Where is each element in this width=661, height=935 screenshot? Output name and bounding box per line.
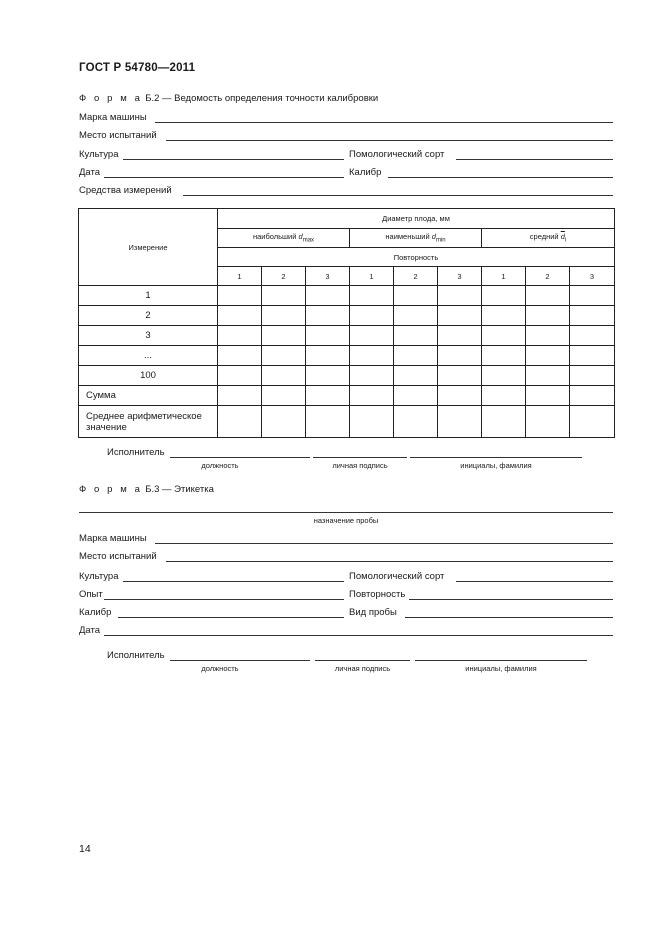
label-machine-brand: Марка машины [79,112,147,123]
table-cell[interactable] [262,306,306,326]
table-cell[interactable] [438,346,482,366]
label-machine-brand: Марка машины [79,533,147,544]
table-cell[interactable] [482,326,526,346]
table-cell[interactable] [350,406,394,438]
field-signature[interactable] [313,457,407,458]
table-cell[interactable] [570,286,615,306]
form-word: Ф о р м а [79,93,143,104]
table-cell[interactable] [218,406,262,438]
label-measuring-tools: Средства измерений [79,185,172,196]
table-cell[interactable] [482,306,526,326]
table-cell[interactable] [218,286,262,306]
table-row [79,366,615,386]
table-cell[interactable] [394,366,438,386]
field-date[interactable] [104,177,344,178]
field-pomological-variety[interactable] [456,581,613,582]
table-cell[interactable] [218,366,262,386]
row-label: Среднее арифметическое значение [79,406,218,438]
field-position[interactable] [170,457,310,458]
repeat-number: 3 [306,267,350,286]
table-cell[interactable] [394,326,438,346]
row-label: 1 [79,286,218,306]
table-cell[interactable] [482,386,526,406]
form-b2-title-text: Б.2 — Ведомость определения точности калибровки [145,93,379,104]
table-cell[interactable] [438,406,482,438]
table-cell[interactable] [350,326,394,346]
field-test-site[interactable] [166,561,613,562]
table-cell[interactable] [350,286,394,306]
table-cell[interactable] [438,366,482,386]
table-row [79,406,615,438]
label-test-site: Место испытаний [79,130,157,141]
table-row [79,326,615,346]
table-cell[interactable] [482,406,526,438]
label-sample-type: Вид пробы [349,607,397,618]
table-cell[interactable] [218,306,262,326]
form-b2-title [79,93,378,104]
label-date: Дата [79,625,101,636]
field-crop[interactable] [123,581,344,582]
table-cell[interactable] [570,346,615,366]
caption-sample-purpose: назначение пробы [313,516,379,525]
table-cell[interactable] [394,306,438,326]
field-signature[interactable] [315,660,410,661]
executor-label: Исполнитель [107,650,165,661]
table-cell[interactable] [218,326,262,346]
table-cell[interactable] [482,346,526,366]
table-cell[interactable] [350,306,394,326]
label-crop: Культура [79,571,119,582]
repeat-header: Повторность [218,248,615,267]
table-row [79,346,615,366]
field-caliber[interactable] [118,617,344,618]
table-cell[interactable] [526,406,570,438]
row-label: 3 [79,326,218,346]
table-cell[interactable] [394,386,438,406]
table-cell[interactable] [306,326,350,346]
label-pomological-variety: Помологический сорт [349,149,445,160]
table-cell[interactable] [570,386,615,406]
repeat-number: 1 [482,267,526,286]
table-cell[interactable] [306,366,350,386]
table-cell[interactable] [350,386,394,406]
table-cell[interactable] [262,406,306,438]
form-b3-title-text: Б.3 — Этикетка [145,484,214,495]
repeat-number: 3 [570,267,615,286]
repeat-number: 1 [350,267,394,286]
repeat-number: 3 [438,267,482,286]
table-cell[interactable] [394,346,438,366]
min-diameter-header: наименьший $d_{min}$ [350,229,482,248]
avg-diameter-header: средний $\overline{d}_i$ [482,229,615,248]
table-cell[interactable] [570,366,615,386]
table-cell[interactable] [438,326,482,346]
table-cell[interactable] [306,406,350,438]
label-date: Дата [79,167,101,178]
label-pomological-variety: Помологический сорт [349,571,445,582]
table-cell[interactable] [350,346,394,366]
field-initials[interactable] [415,660,587,661]
table-cell[interactable] [306,286,350,306]
row-label: Сумма [79,386,218,406]
table-cell[interactable] [526,286,570,306]
table-row [79,286,615,306]
field-pomological-variety[interactable] [456,159,613,160]
caption-initials: инициалы, фамилия [465,664,537,673]
caption-initials: инициалы, фамилия [460,461,532,470]
table-cell[interactable] [306,346,350,366]
table-cell[interactable] [438,286,482,306]
field-caliber[interactable] [388,177,613,178]
document-id: ГОСТ Р 54780—2011 [79,62,196,74]
table-cell[interactable] [482,286,526,306]
label-test-site: Место испытаний [79,551,157,562]
field-date[interactable] [104,635,613,636]
caption-signature: личная подпись [332,461,388,470]
table-cell[interactable] [570,326,615,346]
table-cell[interactable] [306,386,350,406]
table-cell[interactable] [262,366,306,386]
label-caliber: Калибр [349,167,382,178]
field-machine-brand[interactable] [155,543,613,544]
form-b3-title [79,484,214,495]
table-cell[interactable] [570,306,615,326]
table-cell[interactable] [526,306,570,326]
repeat-number: 2 [526,267,570,286]
table-cell[interactable] [526,346,570,366]
field-repetition[interactable] [409,599,613,600]
table-cell[interactable] [526,326,570,346]
form-word: Ф о р м а [79,484,143,495]
row-label: 2 [79,306,218,326]
table-cell[interactable] [262,386,306,406]
caption-position: должность [201,461,239,470]
caption-signature: личная подпись [334,664,391,673]
table-cell[interactable] [306,306,350,326]
measurement-header: Измерение [79,209,218,286]
label-crop: Культура [79,149,119,160]
table-cell[interactable] [438,386,482,406]
field-initials[interactable] [410,457,582,458]
caption-position: должность [201,664,239,673]
table-cell[interactable] [570,406,615,438]
field-sample-purpose[interactable] [79,512,613,513]
max-diameter-header: наибольший $d_{max}$ [218,229,350,248]
field-experiment[interactable] [104,599,344,600]
table-cell[interactable] [218,386,262,406]
label-caliber: Калибр [79,607,112,618]
field-test-site[interactable] [166,140,613,141]
row-label: 100 [79,366,218,386]
repeat-number: 2 [394,267,438,286]
executor-label: Исполнитель [107,447,165,458]
table-cell[interactable] [262,286,306,306]
diameter-header: Диаметр плода, мм [218,209,615,229]
table-row [79,306,615,326]
table-cell[interactable] [350,366,394,386]
table-cell[interactable] [482,366,526,386]
table-cell[interactable] [526,386,570,406]
field-position[interactable] [170,660,310,661]
table-cell[interactable] [218,346,262,366]
field-measuring-tools[interactable] [183,195,613,196]
table-cell[interactable] [438,306,482,326]
field-machine-brand[interactable] [155,122,613,123]
label-repetition: Повторность [349,589,406,600]
calibration-table [78,208,615,438]
table-cell[interactable] [394,406,438,438]
repeat-number: 1 [218,267,262,286]
table-row [79,386,615,406]
row-label: ... [79,346,218,366]
field-crop[interactable] [123,159,344,160]
table-cell[interactable] [262,326,306,346]
page-number: 14 [79,843,91,855]
repeat-number: 2 [262,267,306,286]
table-cell[interactable] [394,286,438,306]
table-cell[interactable] [526,366,570,386]
table-cell[interactable] [262,346,306,366]
field-sample-type[interactable] [405,617,613,618]
label-experiment: Опыт [79,589,103,600]
